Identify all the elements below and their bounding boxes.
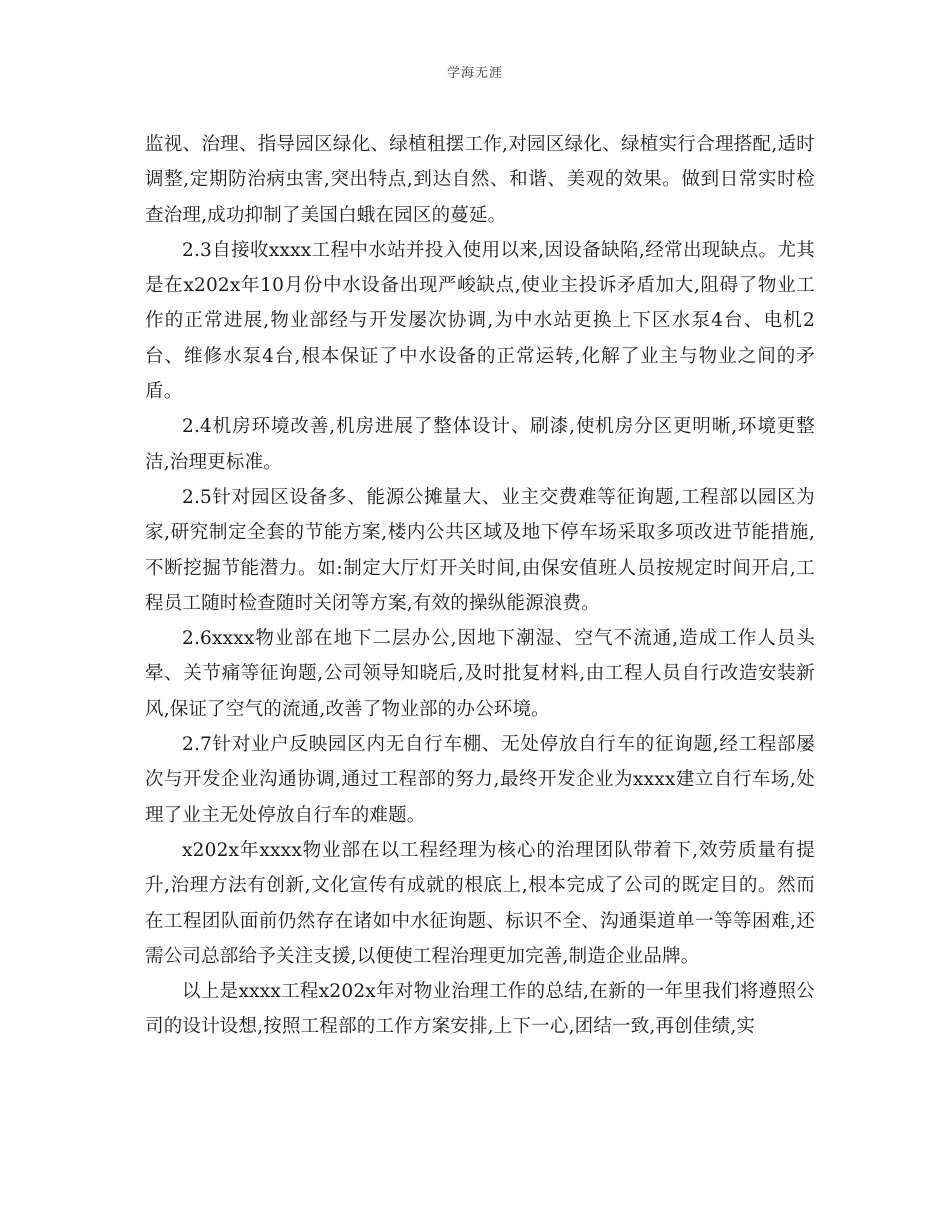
paragraph-2-7-bicycle-shed: 2.7针对业户反映园区内无自行车棚、无处停放自行车的征询题,经工程部屡次与开发企业沟通协调,通过工程部的努力,最终开发企业为xxxx建立自行车场,处理了业主无处停放自行车的难题。 bbox=[145, 734, 815, 826]
paragraph-2-3-water-station: 2.3自接收xxxx工程中水站并投入使用以来,因设备缺陷,经常出现缺点。尤其是在x202x年10月份中水设备出现严峻缺点,使业主投诉矛盾加大,阻碍了物业工作的正常进展,物业部经与开发屡次协调,为中水站更换上下区水泵4台、电机2台、维修水泵4台,根本保证了中水设备的正常运转,化解了业主与物业之间的矛盾。 bbox=[145, 239, 815, 403]
paragraph-conclusion: 以上是xxxx工程x202x年对物业治理工作的总结,在新的一年里我们将遵照公司的设计设想,按照工程部的工作方案安排,上下一心,团结一致,再创佳绩,实 bbox=[145, 981, 815, 1038]
paragraph-summary: x202x年xxxx物业部在以工程经理为核心的治理团队带着下,效劳质量有提升,治理方法有创新,文化宣传有成就的根底上,根本完成了公司的既定目的。然而在工程团队面前仍然存在诸如中水征询题、标识不全、沟通渠道单一等等困难,还需公司总部给予关注支援,以便使工程治理更加完善,制造企业品牌。 bbox=[145, 839, 815, 967]
document-body bbox=[145, 127, 815, 1045]
paragraph-2-5-energy-saving: 2.5针对园区设备多、能源公摊量大、业主交费难等征询题,工程部以园区为家,研究制定全套的节能方案,楼内公共区域及地下停车场采取多项改进节能措施,不断挖掘节能潜力。如:制定大厅灯开关时间,由保安值班人员按规定时间开启,工程员工随时检查随时关闭等方案,有效的操纵能源浪费。 bbox=[145, 486, 815, 614]
paragraph-2-4-machine-room: 2.4机房环境改善,机房进展了整体设计、刷漆,使机房分区更明晰,环境更整洁,治理更标准。 bbox=[145, 416, 815, 473]
paragraph-2-6-office-ventilation: 2.6xxxx物业部在地下二层办公,因地下潮湿、空气不流通,造成工作人员头晕、关节痛等征询题,公司领导知晓后,及时批复材料,由工程人员自行改造安装新风,保证了空气的流通,改善了物业部的办公环境。 bbox=[145, 628, 815, 720]
page-header: 学海无涯 bbox=[446, 66, 503, 81]
paragraph-greening: 监视、治理、指导园区绿化、绿植租摆工作,对园区绿化、绿植实行合理搭配,适时调整,定期防治病虫害,突出特点,到达自然、和谐、美观的效果。做到日常实时检查治理,成功抑制了美国白蛾在园区的蔓延。 bbox=[145, 134, 815, 226]
